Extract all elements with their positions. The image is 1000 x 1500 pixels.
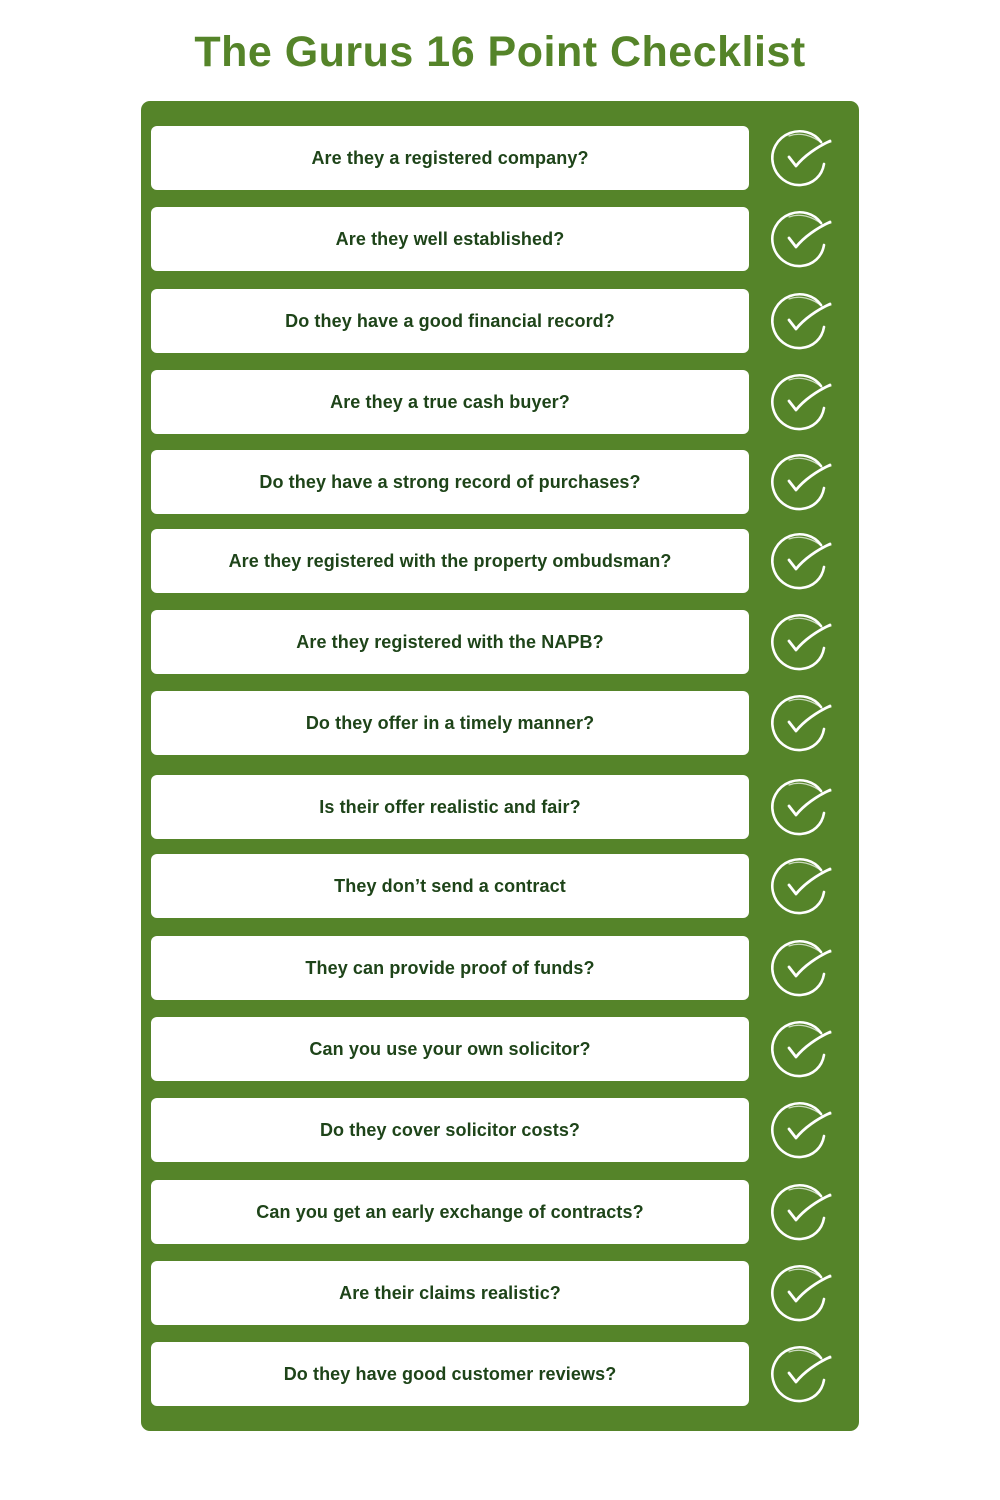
checklist-item-card [151,450,749,514]
checklist-item-label: Can you use your own solicitor? [309,1038,591,1059]
checklist-row [141,450,859,514]
checklist-item-card [151,289,749,353]
page-title: The Gurus 16 Point Checklist [194,28,806,76]
circled-check-icon [765,775,835,839]
circled-check-icon [765,854,835,918]
circled-check-icon [765,370,835,434]
checklist-item-label: Do they have good customer reviews? [283,1363,617,1384]
circled-check-icon [765,529,835,593]
checklist-item-label: Is their offer realistic and fair? [319,796,581,817]
circled-check-icon [765,610,835,674]
checklist-item-label: Are they registered with the NAPB? [296,631,604,652]
checklist-item-label: Do they have a good financial record? [285,310,615,331]
checklist-item-card [151,610,749,674]
checklist-row [141,610,859,674]
checklist-row [141,207,859,271]
checklist-row [141,1017,859,1081]
checklist-item-card [151,936,749,1000]
checklist-row [141,775,859,839]
checklist-row [141,691,859,755]
checklist-item-card [151,775,749,839]
checklist-row [141,936,859,1000]
checklist-row [141,126,859,190]
circled-check-icon [765,450,835,514]
checklist-item-card [151,370,749,434]
checklist-row [141,1342,859,1406]
checklist-item-card [151,1098,749,1162]
checklist-item-card [151,1180,749,1244]
checklist-item-card [151,1261,749,1325]
checklist-item-card [151,1342,749,1406]
circled-check-icon [765,691,835,755]
checklist-item-label: Are they a true cash buyer? [330,391,570,412]
checklist-row [141,1098,859,1162]
circled-check-icon [765,289,835,353]
checklist-row [141,529,859,593]
checklist-row [141,1180,859,1244]
checklist-item-label: Can you get an early exchange of contracts? [256,1201,644,1222]
checklist-item-card [151,691,749,755]
checklist-item-label: Are they a registered company? [311,147,589,168]
circled-check-icon [765,126,835,190]
checklist-item-label: Are they registered with the property ombudsman? [228,550,672,571]
checklist-item-card [151,854,749,918]
checklist-item-label: Do they offer in a timely manner? [305,712,595,733]
circled-check-icon [765,1098,835,1162]
circled-check-icon [765,1261,835,1325]
circled-check-icon [765,1017,835,1081]
checklist-item-card [151,126,749,190]
circled-check-icon [765,936,835,1000]
checklist-item-label: Do they cover solicitor costs? [319,1119,581,1140]
checklist-row [141,370,859,434]
checklist-row [141,854,859,918]
checklist-row [141,289,859,353]
checklist-panel [141,101,859,1431]
checklist-item-card [151,529,749,593]
checklist-item-label: Are their claims realistic? [339,1282,561,1303]
checklist-item-card [151,1017,749,1081]
circled-check-icon [765,1180,835,1244]
checklist-item-label: They can provide proof of funds? [305,957,595,978]
checklist-item-card [151,207,749,271]
checklist-item-label: Are they well established? [335,228,565,249]
checklist-item-label: Do they have a strong record of purchases? [259,471,641,492]
checklist-row [141,1261,859,1325]
circled-check-icon [765,1342,835,1406]
circled-check-icon [765,207,835,271]
checklist-item-label: They don’t send a contract [334,875,566,896]
